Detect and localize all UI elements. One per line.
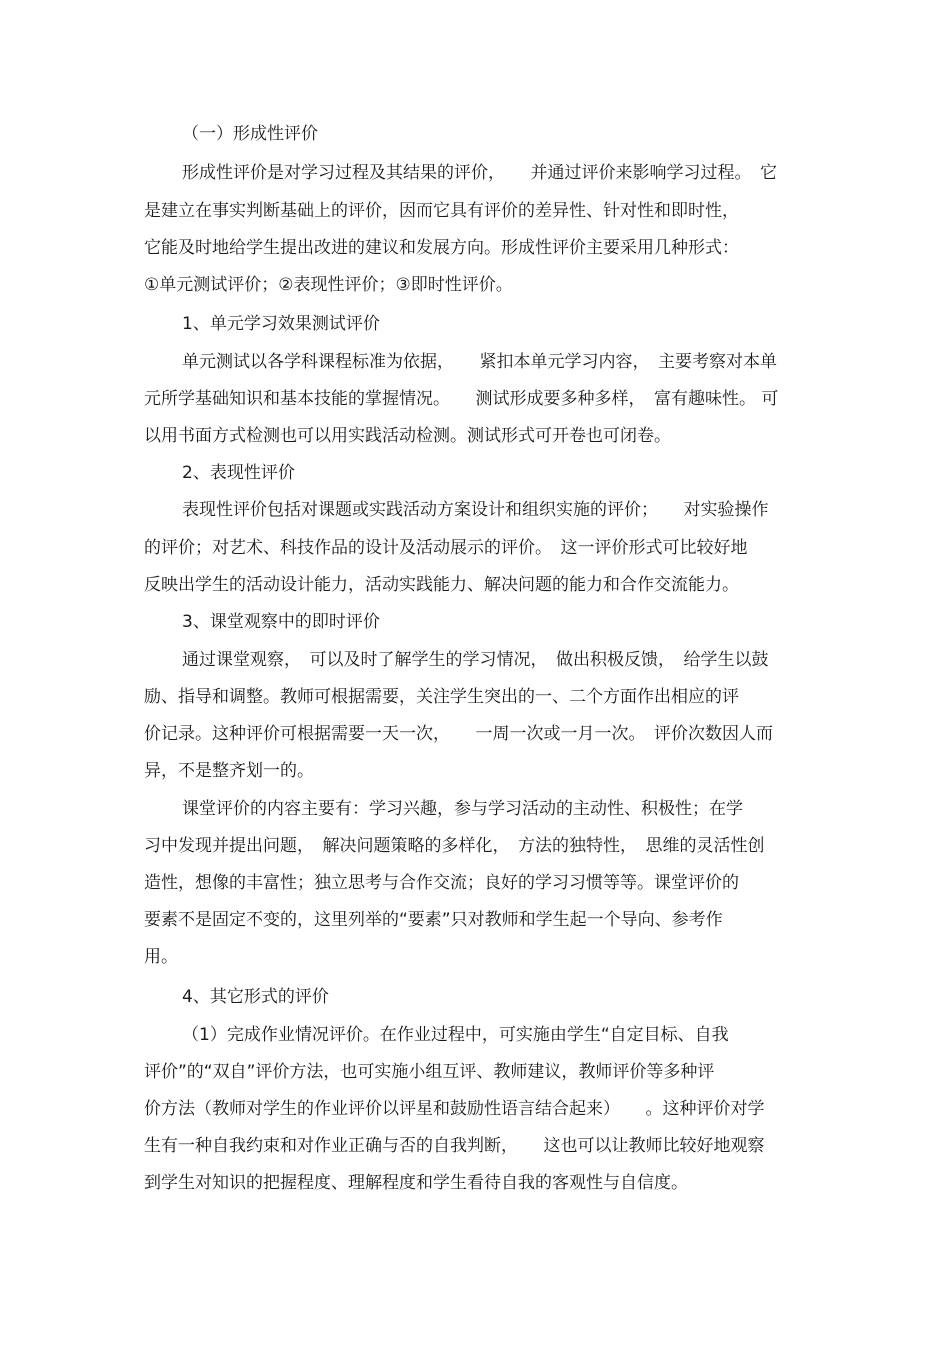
paragraph-line: 到学生对知识的把握程度、理解程度和学生看待自我的客观性与自信度。 xyxy=(144,1173,688,1193)
paragraph-line: 反映出学生的活动设计能力，活动实践能力、解决问题的能力和合作交流能力。 xyxy=(144,575,739,595)
paragraph-line: 表现性评价包括对课题或实践活动方案设计和组织实施的评价； 对实验操作 xyxy=(182,500,769,520)
paragraph-line: 课堂评价的内容主要有：学习兴趣，参与学习活动的主动性、积极性；在学 xyxy=(182,799,743,819)
subheading: 3、课堂观察中的即时评价 xyxy=(182,612,380,632)
paragraph-line: 单元测试以各学科课程标准为依据， 紧扣本单元学习内容， 主要考察对本单 xyxy=(182,352,777,372)
paragraph-line: 价记录。这种评价可根据需要一天一次， 一周一次或一月一次。 评价次数因人而 xyxy=(144,724,773,744)
paragraph-line: 异，不是整齐划一的。 xyxy=(144,761,314,781)
paragraph-line: 用。 xyxy=(144,947,178,967)
paragraph-line: （1）完成作业情况评价。在作业过程中，可实施由学生“自定目标、自我 xyxy=(182,1025,729,1045)
paragraph-line: 形成性评价是对学习过程及其结果的评价， 并通过评价来影响学习过程。 它 xyxy=(182,163,777,183)
section-title: （一）形成性评价 xyxy=(182,124,318,144)
paragraph-line: 价方法（教师对学生的作业评价以评星和鼓励性语言结合起来） 。这种评价对学 xyxy=(144,1099,765,1119)
subheading: 4、其它形式的评价 xyxy=(182,987,329,1007)
paragraph-line: ①单元测试评价；②表现性评价；③即时性评价。 xyxy=(144,275,513,295)
paragraph-line: 要素不是固定不变的，这里列举的“要素”只对教师和学生起一个导向、参考作 xyxy=(144,910,723,930)
subheading: 2、表现性评价 xyxy=(182,463,295,483)
paragraph-line: 通过课堂观察， 可以及时了解学生的学习情况， 做出积极反馈， 给学生以鼓 xyxy=(182,650,769,670)
paragraph-line: 是建立在事实判断基础上的评价，因而它具有评价的差异性、针对性和即时性， xyxy=(144,201,739,221)
paragraph-line: 的评价；对艺术、科技作品的设计及活动展示的评价。 这一评价形式可比较好地 xyxy=(144,538,748,558)
paragraph-line: 评价”的“双自”评价方法，也可实施小组互评、教师建议，教师评价等多种评 xyxy=(144,1062,715,1082)
paragraph-line: 它能及时地给学生提出改进的建议和发展方向。形成性评价主要采用几种形式： xyxy=(144,238,739,258)
paragraph-line: 造性，想像的丰富性；独立思考与合作交流；良好的学习习惯等等。课堂评价的 xyxy=(144,873,739,893)
paragraph-line: 以用书面方式检测也可以用实践活动检测。测试形式可开卷也可闭卷。 xyxy=(144,426,671,446)
paragraph-line: 励、指导和调整。教师可根据需要，关注学生突出的一、二个方面作出相应的评 xyxy=(144,687,739,707)
subheading: 1、单元学习效果测试评价 xyxy=(182,314,380,334)
paragraph-line: 元所学基础知识和基本技能的掌握情况。 测试形成要多种多样， 富有趣味性。 可 xyxy=(144,389,779,409)
paragraph-line: 生有一种自我约束和对作业正确与否的自我判断， 这也可以让教师比较好地观察 xyxy=(144,1136,765,1156)
paragraph-line: 习中发现并提出问题， 解决问题策略的多样化， 方法的独特性， 思维的灵活性创 xyxy=(144,836,765,856)
